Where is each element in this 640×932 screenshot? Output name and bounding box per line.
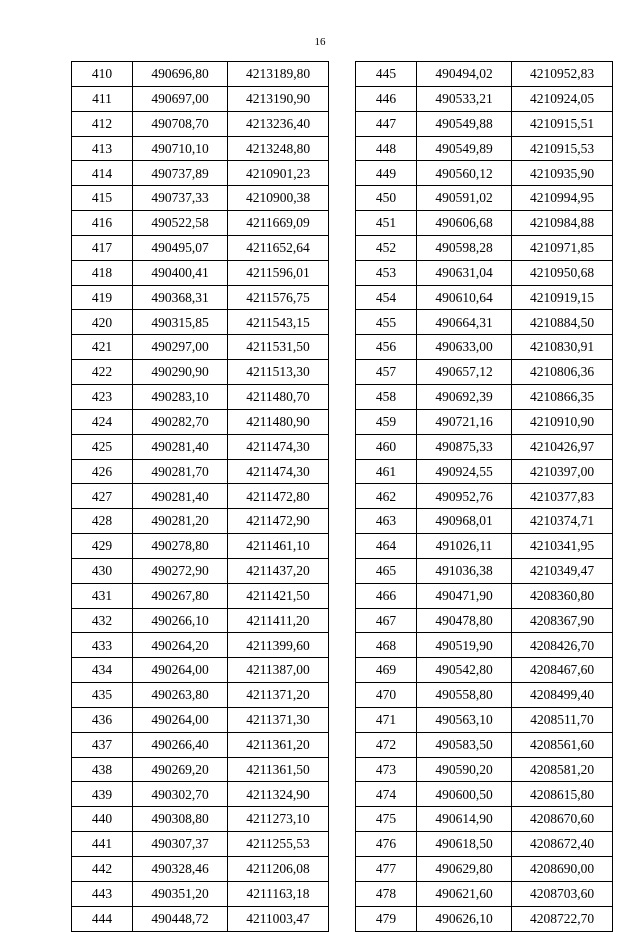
x-coordinate-cell: 490533,21 — [417, 86, 512, 111]
point-number-cell: 460 — [356, 434, 417, 459]
table-row — [72, 484, 329, 509]
point-number-cell: 446 — [356, 86, 417, 111]
x-coordinate-cell: 490281,20 — [133, 509, 228, 534]
y-coordinate-cell: 4211596,01 — [228, 260, 329, 285]
point-number-cell: 474 — [356, 782, 417, 807]
x-coordinate-cell: 490968,01 — [417, 509, 512, 534]
y-coordinate-cell: 4211474,30 — [228, 434, 329, 459]
x-coordinate-cell: 490308,80 — [133, 807, 228, 832]
x-coordinate-cell: 490631,04 — [417, 260, 512, 285]
table-row — [72, 757, 329, 782]
point-number-cell: 439 — [72, 782, 133, 807]
table-row — [72, 86, 329, 111]
point-number-cell: 470 — [356, 683, 417, 708]
point-number-cell: 412 — [72, 111, 133, 136]
y-coordinate-cell: 4208690,00 — [512, 857, 613, 882]
x-coordinate-cell: 490264,20 — [133, 633, 228, 658]
x-coordinate-cell: 490721,16 — [417, 409, 512, 434]
point-number-cell: 455 — [356, 310, 417, 335]
table-row — [356, 906, 613, 931]
y-coordinate-cell: 4210806,36 — [512, 360, 613, 385]
y-coordinate-cell: 4211371,30 — [228, 707, 329, 732]
x-coordinate-cell: 490266,40 — [133, 732, 228, 757]
y-coordinate-cell: 4210866,35 — [512, 384, 613, 409]
point-number-cell: 463 — [356, 509, 417, 534]
y-coordinate-cell: 4213248,80 — [228, 136, 329, 161]
table-row — [72, 732, 329, 757]
x-coordinate-cell: 490266,10 — [133, 608, 228, 633]
y-coordinate-cell: 4211480,70 — [228, 384, 329, 409]
point-number-cell: 440 — [72, 807, 133, 832]
point-number-cell: 479 — [356, 906, 417, 931]
y-coordinate-cell: 4211421,50 — [228, 583, 329, 608]
x-coordinate-cell: 490591,02 — [417, 186, 512, 211]
table-row — [356, 434, 613, 459]
x-coordinate-cell: 490657,12 — [417, 360, 512, 385]
y-coordinate-cell: 4211273,10 — [228, 807, 329, 832]
x-coordinate-cell: 491026,11 — [417, 534, 512, 559]
point-number-cell: 411 — [72, 86, 133, 111]
point-number-cell: 431 — [72, 583, 133, 608]
table-row — [356, 86, 613, 111]
table-row — [356, 608, 613, 633]
point-number-cell: 441 — [72, 832, 133, 857]
point-number-cell: 464 — [356, 534, 417, 559]
table-row — [356, 807, 613, 832]
y-coordinate-cell: 4210901,23 — [228, 161, 329, 186]
point-number-cell: 442 — [72, 857, 133, 882]
y-coordinate-cell: 4210971,85 — [512, 235, 613, 260]
table-row — [72, 310, 329, 335]
y-coordinate-cell: 4208561,60 — [512, 732, 613, 757]
point-number-cell: 421 — [72, 335, 133, 360]
y-coordinate-cell: 4208722,70 — [512, 906, 613, 931]
point-number-cell: 435 — [72, 683, 133, 708]
y-coordinate-cell: 4211652,64 — [228, 235, 329, 260]
table-row — [72, 111, 329, 136]
y-coordinate-cell: 4210910,90 — [512, 409, 613, 434]
y-coordinate-cell: 4210341,95 — [512, 534, 613, 559]
page-number: 16 — [314, 36, 326, 48]
point-number-cell: 456 — [356, 335, 417, 360]
x-coordinate-cell: 490710,10 — [133, 136, 228, 161]
table-row — [356, 335, 613, 360]
y-coordinate-cell: 4213190,90 — [228, 86, 329, 111]
table-row — [356, 260, 613, 285]
point-number-cell: 478 — [356, 881, 417, 906]
y-coordinate-cell: 4211324,90 — [228, 782, 329, 807]
table-row — [72, 459, 329, 484]
y-coordinate-cell: 4211531,50 — [228, 335, 329, 360]
table-row — [356, 186, 613, 211]
point-number-cell: 472 — [356, 732, 417, 757]
point-number-cell: 454 — [356, 285, 417, 310]
x-coordinate-cell: 490368,31 — [133, 285, 228, 310]
y-coordinate-cell: 4210919,15 — [512, 285, 613, 310]
table-row — [72, 62, 329, 87]
table-body — [356, 62, 613, 932]
x-coordinate-cell: 490272,90 — [133, 558, 228, 583]
point-number-cell: 436 — [72, 707, 133, 732]
y-coordinate-cell: 4210924,05 — [512, 86, 613, 111]
table-row — [356, 136, 613, 161]
x-coordinate-cell: 490600,50 — [417, 782, 512, 807]
y-coordinate-cell: 4210950,68 — [512, 260, 613, 285]
table-row — [72, 633, 329, 658]
table-row — [356, 558, 613, 583]
x-coordinate-cell: 490281,40 — [133, 484, 228, 509]
x-coordinate-cell: 490494,02 — [417, 62, 512, 87]
y-coordinate-cell: 4211576,75 — [228, 285, 329, 310]
point-number-cell: 433 — [72, 633, 133, 658]
coordinates-table-left — [71, 61, 329, 932]
y-coordinate-cell: 4211513,30 — [228, 360, 329, 385]
y-coordinate-cell: 4211543,15 — [228, 310, 329, 335]
point-number-cell: 447 — [356, 111, 417, 136]
table-row — [72, 857, 329, 882]
y-coordinate-cell: 4210900,38 — [228, 186, 329, 211]
table-row — [356, 732, 613, 757]
table-row — [72, 285, 329, 310]
x-coordinate-cell: 490267,80 — [133, 583, 228, 608]
point-number-cell: 418 — [72, 260, 133, 285]
x-coordinate-cell: 490610,64 — [417, 285, 512, 310]
table-row — [356, 484, 613, 509]
x-coordinate-cell: 490264,00 — [133, 658, 228, 683]
x-coordinate-cell: 490598,28 — [417, 235, 512, 260]
x-coordinate-cell: 490315,85 — [133, 310, 228, 335]
y-coordinate-cell: 4208672,40 — [512, 832, 613, 857]
point-number-cell: 458 — [356, 384, 417, 409]
table-row — [72, 807, 329, 832]
y-coordinate-cell: 4210377,83 — [512, 484, 613, 509]
table-row — [356, 459, 613, 484]
x-coordinate-cell: 490471,90 — [417, 583, 512, 608]
y-coordinate-cell: 4211461,10 — [228, 534, 329, 559]
point-number-cell: 475 — [356, 807, 417, 832]
table-row — [72, 782, 329, 807]
point-number-cell: 429 — [72, 534, 133, 559]
x-coordinate-cell: 490606,68 — [417, 211, 512, 236]
point-number-cell: 473 — [356, 757, 417, 782]
point-number-cell: 466 — [356, 583, 417, 608]
table-row — [72, 832, 329, 857]
point-number-cell: 449 — [356, 161, 417, 186]
point-number-cell: 437 — [72, 732, 133, 757]
y-coordinate-cell: 4211387,00 — [228, 658, 329, 683]
table-row — [72, 881, 329, 906]
point-number-cell: 465 — [356, 558, 417, 583]
point-number-cell: 444 — [72, 906, 133, 931]
point-number-cell: 417 — [72, 235, 133, 260]
table-row — [356, 782, 613, 807]
y-coordinate-cell: 4211411,20 — [228, 608, 329, 633]
x-coordinate-cell: 490583,50 — [417, 732, 512, 757]
point-number-cell: 461 — [356, 459, 417, 484]
point-number-cell: 422 — [72, 360, 133, 385]
x-coordinate-cell: 490692,39 — [417, 384, 512, 409]
y-coordinate-cell: 4210830,91 — [512, 335, 613, 360]
table-row — [356, 384, 613, 409]
point-number-cell: 430 — [72, 558, 133, 583]
table-row — [72, 260, 329, 285]
x-coordinate-cell: 490737,33 — [133, 186, 228, 211]
x-coordinate-cell: 490560,12 — [417, 161, 512, 186]
table-row — [72, 409, 329, 434]
y-coordinate-cell: 4211669,09 — [228, 211, 329, 236]
point-number-cell: 426 — [72, 459, 133, 484]
point-number-cell: 450 — [356, 186, 417, 211]
x-coordinate-cell: 490269,20 — [133, 757, 228, 782]
table-row — [72, 906, 329, 931]
x-coordinate-cell: 490952,76 — [417, 484, 512, 509]
point-number-cell: 448 — [356, 136, 417, 161]
x-coordinate-cell: 490563,10 — [417, 707, 512, 732]
point-number-cell: 451 — [356, 211, 417, 236]
table-row — [72, 136, 329, 161]
x-coordinate-cell: 490351,20 — [133, 881, 228, 906]
y-coordinate-cell: 4211472,90 — [228, 509, 329, 534]
x-coordinate-cell: 490263,80 — [133, 683, 228, 708]
y-coordinate-cell: 4213189,80 — [228, 62, 329, 87]
point-number-cell: 467 — [356, 608, 417, 633]
x-coordinate-cell: 490590,20 — [417, 757, 512, 782]
y-coordinate-cell: 4210984,88 — [512, 211, 613, 236]
y-coordinate-cell: 4210374,71 — [512, 509, 613, 534]
table-row — [72, 583, 329, 608]
y-coordinate-cell: 4210884,50 — [512, 310, 613, 335]
y-coordinate-cell: 4210952,83 — [512, 62, 613, 87]
table-row — [356, 583, 613, 608]
table-row — [356, 683, 613, 708]
table-row — [72, 509, 329, 534]
point-number-cell: 427 — [72, 484, 133, 509]
point-number-cell: 457 — [356, 360, 417, 385]
y-coordinate-cell: 4211206,08 — [228, 857, 329, 882]
y-coordinate-cell: 4208670,60 — [512, 807, 613, 832]
table-row — [356, 509, 613, 534]
point-number-cell: 445 — [356, 62, 417, 87]
x-coordinate-cell: 490448,72 — [133, 906, 228, 931]
x-coordinate-cell: 490281,40 — [133, 434, 228, 459]
table-row — [356, 881, 613, 906]
x-coordinate-cell: 490708,70 — [133, 111, 228, 136]
point-number-cell: 410 — [72, 62, 133, 87]
point-number-cell: 420 — [72, 310, 133, 335]
x-coordinate-cell: 491036,38 — [417, 558, 512, 583]
x-coordinate-cell: 490737,89 — [133, 161, 228, 186]
x-coordinate-cell: 490618,50 — [417, 832, 512, 857]
y-coordinate-cell: 4211003,47 — [228, 906, 329, 931]
table-row — [356, 111, 613, 136]
x-coordinate-cell: 490282,70 — [133, 409, 228, 434]
table-row — [356, 310, 613, 335]
x-coordinate-cell: 490400,41 — [133, 260, 228, 285]
point-number-cell: 477 — [356, 857, 417, 882]
y-coordinate-cell: 4208426,70 — [512, 633, 613, 658]
y-coordinate-cell: 4210915,53 — [512, 136, 613, 161]
point-number-cell: 414 — [72, 161, 133, 186]
point-number-cell: 452 — [356, 235, 417, 260]
x-coordinate-cell: 490549,88 — [417, 111, 512, 136]
x-coordinate-cell: 490875,33 — [417, 434, 512, 459]
table-row — [72, 384, 329, 409]
table-row — [72, 534, 329, 559]
x-coordinate-cell: 490621,60 — [417, 881, 512, 906]
point-number-cell: 415 — [72, 186, 133, 211]
point-number-cell: 419 — [72, 285, 133, 310]
coordinates-table-right — [355, 61, 613, 932]
table-row — [72, 683, 329, 708]
table-row — [72, 161, 329, 186]
table-row — [72, 434, 329, 459]
y-coordinate-cell: 4211474,30 — [228, 459, 329, 484]
y-coordinate-cell: 4211163,18 — [228, 881, 329, 906]
x-coordinate-cell: 490278,80 — [133, 534, 228, 559]
table-row — [356, 211, 613, 236]
point-number-cell: 434 — [72, 658, 133, 683]
y-coordinate-cell: 4208581,20 — [512, 757, 613, 782]
point-number-cell: 469 — [356, 658, 417, 683]
x-coordinate-cell: 490696,80 — [133, 62, 228, 87]
x-coordinate-cell: 490629,80 — [417, 857, 512, 882]
point-number-cell: 428 — [72, 509, 133, 534]
y-coordinate-cell: 4211399,60 — [228, 633, 329, 658]
y-coordinate-cell: 4208511,70 — [512, 707, 613, 732]
x-coordinate-cell: 490697,00 — [133, 86, 228, 111]
x-coordinate-cell: 490281,70 — [133, 459, 228, 484]
table-row — [72, 360, 329, 385]
y-coordinate-cell: 4208367,90 — [512, 608, 613, 633]
table-row — [356, 62, 613, 87]
x-coordinate-cell: 490328,46 — [133, 857, 228, 882]
y-coordinate-cell: 4210994,95 — [512, 186, 613, 211]
x-coordinate-cell: 490633,00 — [417, 335, 512, 360]
table-row — [356, 857, 613, 882]
x-coordinate-cell: 490664,31 — [417, 310, 512, 335]
point-number-cell: 453 — [356, 260, 417, 285]
table-row — [72, 335, 329, 360]
point-number-cell: 476 — [356, 832, 417, 857]
y-coordinate-cell: 4210397,00 — [512, 459, 613, 484]
y-coordinate-cell: 4211437,20 — [228, 558, 329, 583]
point-number-cell: 425 — [72, 434, 133, 459]
table-row — [356, 409, 613, 434]
point-number-cell: 468 — [356, 633, 417, 658]
table-row — [356, 658, 613, 683]
y-coordinate-cell: 4208703,60 — [512, 881, 613, 906]
table-row — [72, 608, 329, 633]
x-coordinate-cell: 490297,00 — [133, 335, 228, 360]
y-coordinate-cell: 4210426,97 — [512, 434, 613, 459]
table-row — [356, 161, 613, 186]
y-coordinate-cell: 4211371,20 — [228, 683, 329, 708]
point-number-cell: 443 — [72, 881, 133, 906]
x-coordinate-cell: 490549,89 — [417, 136, 512, 161]
table-row — [356, 360, 613, 385]
y-coordinate-cell: 4208499,40 — [512, 683, 613, 708]
y-coordinate-cell: 4210915,51 — [512, 111, 613, 136]
point-number-cell: 462 — [356, 484, 417, 509]
table-row — [356, 757, 613, 782]
x-coordinate-cell: 490614,90 — [417, 807, 512, 832]
x-coordinate-cell: 490290,90 — [133, 360, 228, 385]
table-row — [356, 285, 613, 310]
point-number-cell: 459 — [356, 409, 417, 434]
y-coordinate-cell: 4211361,50 — [228, 757, 329, 782]
table-row — [356, 235, 613, 260]
point-number-cell: 432 — [72, 608, 133, 633]
table-row — [72, 658, 329, 683]
table-row — [72, 707, 329, 732]
x-coordinate-cell: 490924,55 — [417, 459, 512, 484]
table-row — [72, 235, 329, 260]
point-number-cell: 423 — [72, 384, 133, 409]
x-coordinate-cell: 490519,90 — [417, 633, 512, 658]
y-coordinate-cell: 4210349,47 — [512, 558, 613, 583]
table-row — [72, 211, 329, 236]
table-row — [356, 534, 613, 559]
table-row — [72, 558, 329, 583]
table-body — [72, 62, 329, 932]
y-coordinate-cell: 4211361,20 — [228, 732, 329, 757]
table-row — [356, 832, 613, 857]
y-coordinate-cell: 4211255,53 — [228, 832, 329, 857]
x-coordinate-cell: 490478,80 — [417, 608, 512, 633]
point-number-cell: 471 — [356, 707, 417, 732]
y-coordinate-cell: 4211472,80 — [228, 484, 329, 509]
y-coordinate-cell: 4208615,80 — [512, 782, 613, 807]
x-coordinate-cell: 490558,80 — [417, 683, 512, 708]
point-number-cell: 416 — [72, 211, 133, 236]
table-row — [72, 186, 329, 211]
point-number-cell: 413 — [72, 136, 133, 161]
x-coordinate-cell: 490264,00 — [133, 707, 228, 732]
x-coordinate-cell: 490307,37 — [133, 832, 228, 857]
x-coordinate-cell: 490283,10 — [133, 384, 228, 409]
point-number-cell: 424 — [72, 409, 133, 434]
table-row — [356, 707, 613, 732]
x-coordinate-cell: 490522,58 — [133, 211, 228, 236]
x-coordinate-cell: 490542,80 — [417, 658, 512, 683]
y-coordinate-cell: 4210935,90 — [512, 161, 613, 186]
x-coordinate-cell: 490626,10 — [417, 906, 512, 931]
table-row — [356, 633, 613, 658]
y-coordinate-cell: 4208360,80 — [512, 583, 613, 608]
y-coordinate-cell: 4208467,60 — [512, 658, 613, 683]
x-coordinate-cell: 490302,70 — [133, 782, 228, 807]
y-coordinate-cell: 4211480,90 — [228, 409, 329, 434]
point-number-cell: 438 — [72, 757, 133, 782]
x-coordinate-cell: 490495,07 — [133, 235, 228, 260]
y-coordinate-cell: 4213236,40 — [228, 111, 329, 136]
